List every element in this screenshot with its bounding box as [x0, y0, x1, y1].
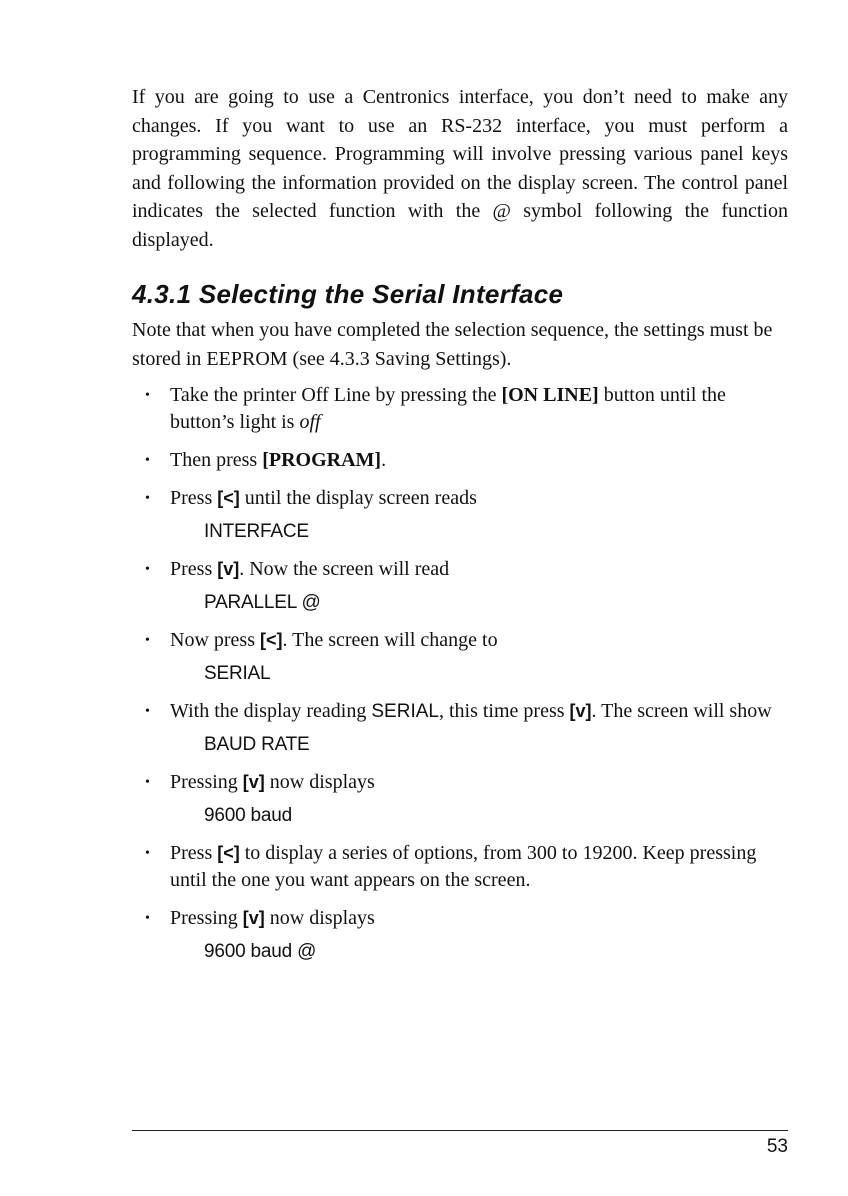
display-reading: BAUD RATE: [204, 734, 310, 755]
list-item: • Then press [PROGRAM].: [132, 447, 788, 474]
bullet-icon: •: [145, 562, 150, 577]
list-item: • With the display reading SERIAL, this time press [v]. The screen will show BAUD RATE: [132, 698, 788, 758]
bullet-icon: •: [145, 491, 150, 506]
page-body: [132, 83, 788, 976]
steps-list: [132, 382, 788, 965]
key-label: [v]: [569, 701, 592, 721]
display-reading: 9600 baud: [204, 805, 293, 826]
display-reading: 9600 baud @: [204, 941, 317, 962]
list-item: • Press [<] to display a series of options, from 300 to 19200. Keep pressing until the one you want appears on the screen.: [145, 842, 757, 891]
key-label: [<]: [260, 630, 283, 650]
footer-rule: [132, 1130, 788, 1131]
bullet-icon: •: [145, 633, 150, 648]
section-note: Note that when you have completed the selection sequence, the settings must be stored in EEPROM (see 4.3.3 Saving Settings).: [132, 319, 773, 370]
key-label: [v]: [242, 772, 265, 792]
key-label: [<]: [217, 843, 240, 863]
list-item: • Now press [<]. The screen will change to SERIAL: [132, 627, 788, 687]
bullet-icon: •: [145, 911, 150, 926]
display-reading: SERIAL: [204, 663, 271, 684]
page-number: 53: [766, 1136, 788, 1157]
bullet-icon: •: [145, 453, 150, 468]
list-item: • Press [<] until the display screen reads INTERFACE: [132, 485, 788, 545]
bullet-icon: •: [145, 704, 150, 719]
bullet-icon: •: [145, 846, 150, 861]
display-reading: INTERFACE: [204, 521, 309, 542]
display-term: SERIAL: [371, 701, 439, 722]
key-label: [PROGRAM]: [262, 449, 382, 471]
list-item: • Press [v]. Now the screen will read PARALLEL @: [132, 556, 788, 616]
key-label: [<]: [217, 488, 240, 508]
key-label: [ON LINE]: [501, 384, 599, 406]
key-label: [v]: [217, 559, 240, 579]
section-title: 4.3.1 Selecting the Serial Interface: [132, 279, 564, 309]
bullet-icon: •: [145, 775, 150, 790]
key-label: [v]: [242, 908, 265, 928]
list-item: • Pressing [v] now displays 9600 baud: [132, 769, 788, 829]
bullet-icon: •: [145, 388, 150, 403]
display-reading: PARALLEL @: [204, 592, 321, 613]
list-item: • Take the printer Off Line by pressing the [ON LINE] button until the button’s light is off: [145, 384, 726, 433]
intro-paragraph: If you are going to use a Centronics interface, you don’t need to make any changes. If you want to use an RS-232 interface, you must perform a programming sequence. Programming will involve pressing various panel keys and following the information provided on the display screen. The control panel indicates the selected function with the @ symbol following the function displayed.: [132, 86, 788, 251]
list-item: • Pressing [v] now displays 9600 baud @: [132, 905, 788, 965]
